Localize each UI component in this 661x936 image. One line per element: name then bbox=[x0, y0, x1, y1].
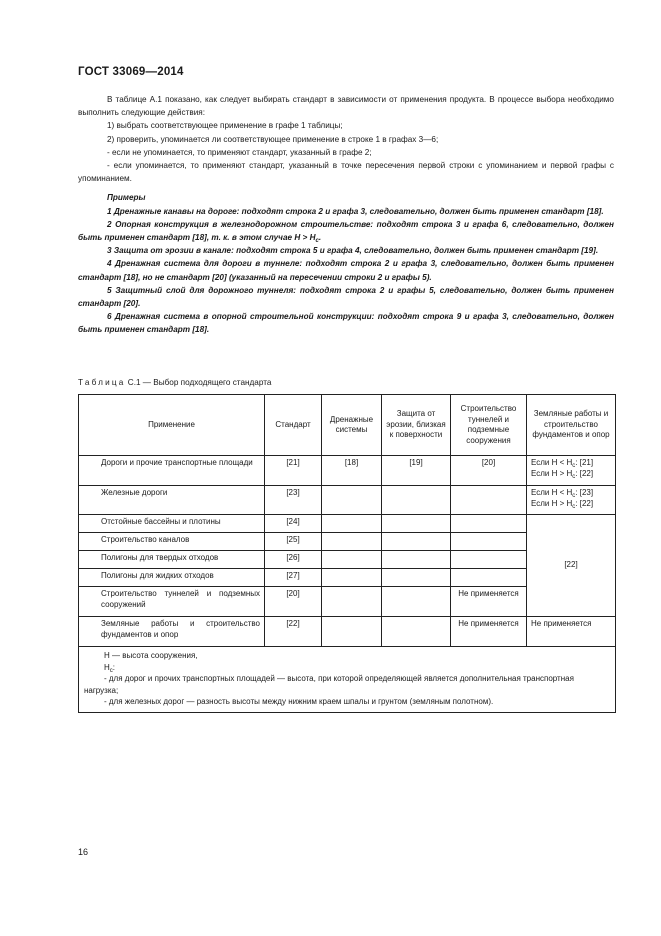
header-erosion: Защита от эрозии, близкая к поверхности bbox=[382, 395, 451, 456]
table-footnote: H — высота сооружения, $H_c$: - для дорог и прочих транспортных площадей — высота, при которой определяющей является дополнительная транспортная нагрузка; - для железных дорог — разность высоты между нижним краем шпалы и грунтом (земляным полотном). bbox=[79, 647, 616, 713]
step-2: 2) проверить, упоминается ли соответствующее применение в строке 1 в графах 3—6; bbox=[107, 134, 439, 144]
document-header: ГОСТ 33069—2014 bbox=[78, 66, 184, 78]
standards-table bbox=[78, 394, 616, 713]
table-row: Строительство туннелей и подземных сооружений [20] Не применяется bbox=[79, 587, 616, 617]
header-application: Применение bbox=[79, 395, 265, 456]
header-standard: Стандарт bbox=[265, 395, 322, 456]
table-header-row bbox=[79, 395, 616, 456]
step-3: - если не упоминается, то применяют стандарт, указанный в графе 2; bbox=[107, 147, 372, 157]
intro-section bbox=[78, 93, 614, 337]
table-row: Отстойные бассейны и плотины [24] [22] bbox=[79, 515, 616, 533]
table-row: Полигоны для твердых отходов [26] bbox=[79, 551, 616, 569]
examples-title: Примеры bbox=[107, 193, 146, 203]
page-number: 16 bbox=[78, 847, 89, 857]
step-4: - если упоминается, то применяют стандарт, указанный в точке пересечения первой строки с упоминанием и первой графы с упоминанием. bbox=[78, 161, 614, 184]
example-2: 2 Опорная конструкция в железнодорожном строительстве: подходят строка 3 и графа 6, следовательно, должен быть применен стандарт [18], т. к. в этом случае $H > H_c$. bbox=[78, 219, 614, 245]
table-row: Земляные работы и строительство фундаментов и опор [22] Не применяется Не применяется bbox=[79, 617, 616, 647]
step-1: 1) выбрать соответствующее применение в графе 1 таблицы; bbox=[107, 121, 343, 131]
intro-paragraph: В таблице А.1 показано, как следует выбирать стандарт в зависимости от применения продукта. В процессе выбора необходимо выполнить следующие действия: bbox=[78, 95, 614, 118]
table-row: Дороги и прочие транспортные площади [21] [18] [19] [20] Если $H < H_c$: [21] Если $H > H_c$: [22] bbox=[79, 456, 616, 486]
example-3: 3 Защита от эрозии в канале: подходят строка 5 и графа 4, следовательно, должен быть применен стандарт [19]. bbox=[107, 246, 599, 256]
header-tunnels: Строительство туннелей и подземные сооружения bbox=[451, 395, 527, 456]
example-4: 4 Дренажная система для дороги в туннеле: подходят строка 2 и графа 3, следовательно, должен быть применен стандарт [18], но не стандарт [20] (указанный на пересечении строки 2 и графы 5). bbox=[78, 259, 614, 282]
merged-earthworks-cell: [22] bbox=[527, 515, 616, 617]
table-row: Строительство каналов [25] bbox=[79, 533, 616, 551]
table-caption: Таблица С.1 — Выбор подходящего стандарта bbox=[78, 378, 272, 387]
table-footnote-row bbox=[79, 647, 616, 713]
header-drainage: Дренажные системы bbox=[322, 395, 382, 456]
header-earthworks: Земляные работы и строительство фундаментов и опор bbox=[527, 395, 616, 456]
table-row: Полигоны для жидких отходов [27] bbox=[79, 569, 616, 587]
example-1: 1 Дренажные канавы на дороге: подходят строка 2 и графа 3, следовательно, должен быть применен стандарт [18]. bbox=[107, 206, 604, 216]
table-row: Железные дороги [23] Если $H < H_c$: [23] Если $H > H_c$: [22] bbox=[79, 486, 616, 515]
example-6: 6 Дренажная система в опорной строительной конструкции: подходят строка 9 и графа 3, следовательно, должен быть применен стандарт [18]. bbox=[78, 312, 614, 335]
example-5: 5 Защитный слой для дорожного туннеля: подходят строка 2 и графы 5, следовательно, должен быть применен стандарт [20]. bbox=[78, 285, 614, 309]
